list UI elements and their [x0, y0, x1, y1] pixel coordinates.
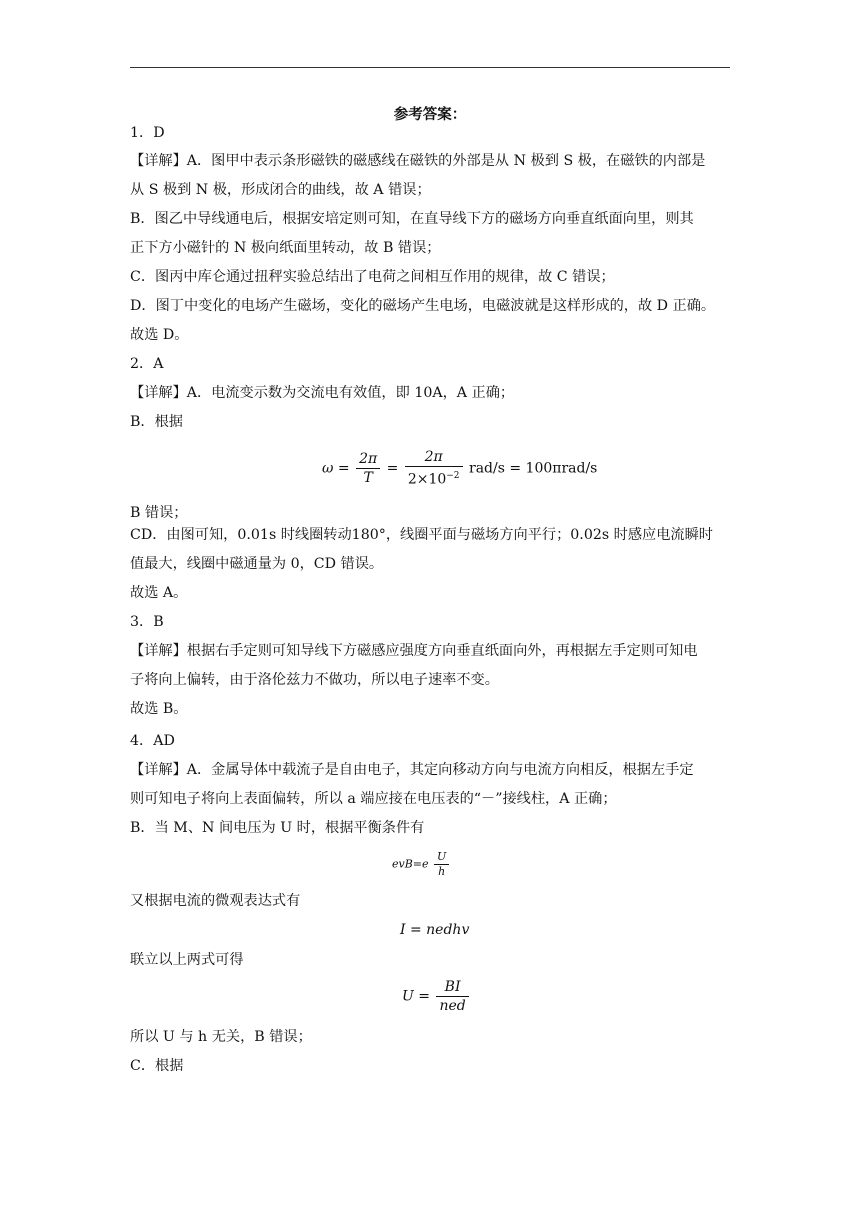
text-line: 所以 U 与 h 无关，B 错误； — [130, 1029, 312, 1045]
fraction: $\frac{BI}{\text{ned}}$ — [436, 978, 468, 1015]
text-line: B．当 M、N 间电压为 U 时，根据平衡条件有 — [130, 820, 425, 836]
answer-1-heading: 1．D — [130, 125, 165, 141]
page-title: 参考答案： — [393, 106, 467, 123]
text-line: B 错误； — [130, 505, 188, 521]
text-line: 从 S 极到 N 极，形成闭合的曲线，故 A 错误； — [130, 182, 431, 198]
text-line: B．图乙中导线通电后，根据安培定则可知，在直导线下方的磁场方向垂直纸面向里，则其 — [130, 211, 694, 227]
text-line: 值最大，线圈中磁通量为 0，CD 错误。 — [130, 556, 384, 572]
text-line: 【详解】A．图甲中表示条形磁铁的磁感线在磁铁的外部是从 N 极到 S 极，在磁铁的内部是 — [130, 153, 706, 169]
answer-4-heading: 4．AD — [130, 733, 175, 749]
formula-rhs: rad/s = 100πrad/s — [469, 460, 598, 477]
fraction: $\frac{2\pi}{T}$ — [356, 450, 380, 487]
text-line: B．根据 — [130, 414, 183, 430]
text-line: 【详解】根据右手定则可知导线下方磁感应强度方向垂直纸面向外，再根据左手定则可知电 — [130, 643, 698, 659]
balance-formula: evB=e $\frac{U}{h}$ — [392, 850, 451, 879]
text-line: 故选 A。 — [130, 585, 188, 601]
text-line: 则可知电子将向上表面偏转，所以 a 端应接在电压表的“－”接线柱，A 正确； — [130, 791, 617, 807]
text-line: 子将向上偏转，由于洛伦兹力不做功，所以电子速率不变。 — [130, 672, 499, 688]
text-line: C．根据 — [130, 1058, 184, 1074]
omega-formula: ω = $\frac{2\pi}{T}$ = $\frac{2\pi}{2\times 10^{-2}}$ rad/s = 100πrad/s — [322, 449, 598, 488]
text-line: 正下方小磁针的 N 极向纸面里转动，故 B 错误； — [130, 240, 441, 256]
text-line: C．图丙中库仑通过扭秤实验总结出了电荷之间相互作用的规律，故 C 错误； — [130, 269, 615, 285]
text-line: 【详解】A．金属导体中载流子是自由电子，其定向移动方向与电流方向相反，根据左手定 — [130, 762, 694, 778]
header-rule — [130, 67, 730, 68]
voltage-formula: U = $\frac{BI}{\text{ned}}$ — [402, 978, 471, 1015]
answer-2-heading: 2．A — [130, 356, 164, 372]
text-line: 故选 B。 — [130, 701, 188, 717]
fraction: $\frac{U}{h}$ — [434, 850, 449, 879]
answer-3-heading: 3．B — [130, 614, 164, 630]
text-line: 又根据电流的微观表达式有 — [130, 893, 301, 909]
text-line: CD．由图可知，0.01s 时线圈转动180°，线圈平面与磁场方向平行；0.02s 时感应电流瞬时 — [130, 527, 713, 543]
text-line: 联立以上两式可得 — [130, 952, 244, 968]
fraction: $\frac{2\pi}{2\times 10^{-2}}$ — [405, 448, 463, 489]
text-line: D．图丁中变化的电场产生磁场，变化的磁场产生电场，电磁波就是这样形成的，故 D 正确。 — [130, 298, 716, 314]
text-line: 【详解】A．电流变示数为交流电有效值，即 10A，A 正确； — [130, 385, 515, 401]
formula-lhs: ω = — [322, 460, 350, 477]
current-formula: I = nedhv — [400, 922, 470, 938]
text-line: 故选 D。 — [130, 327, 189, 343]
